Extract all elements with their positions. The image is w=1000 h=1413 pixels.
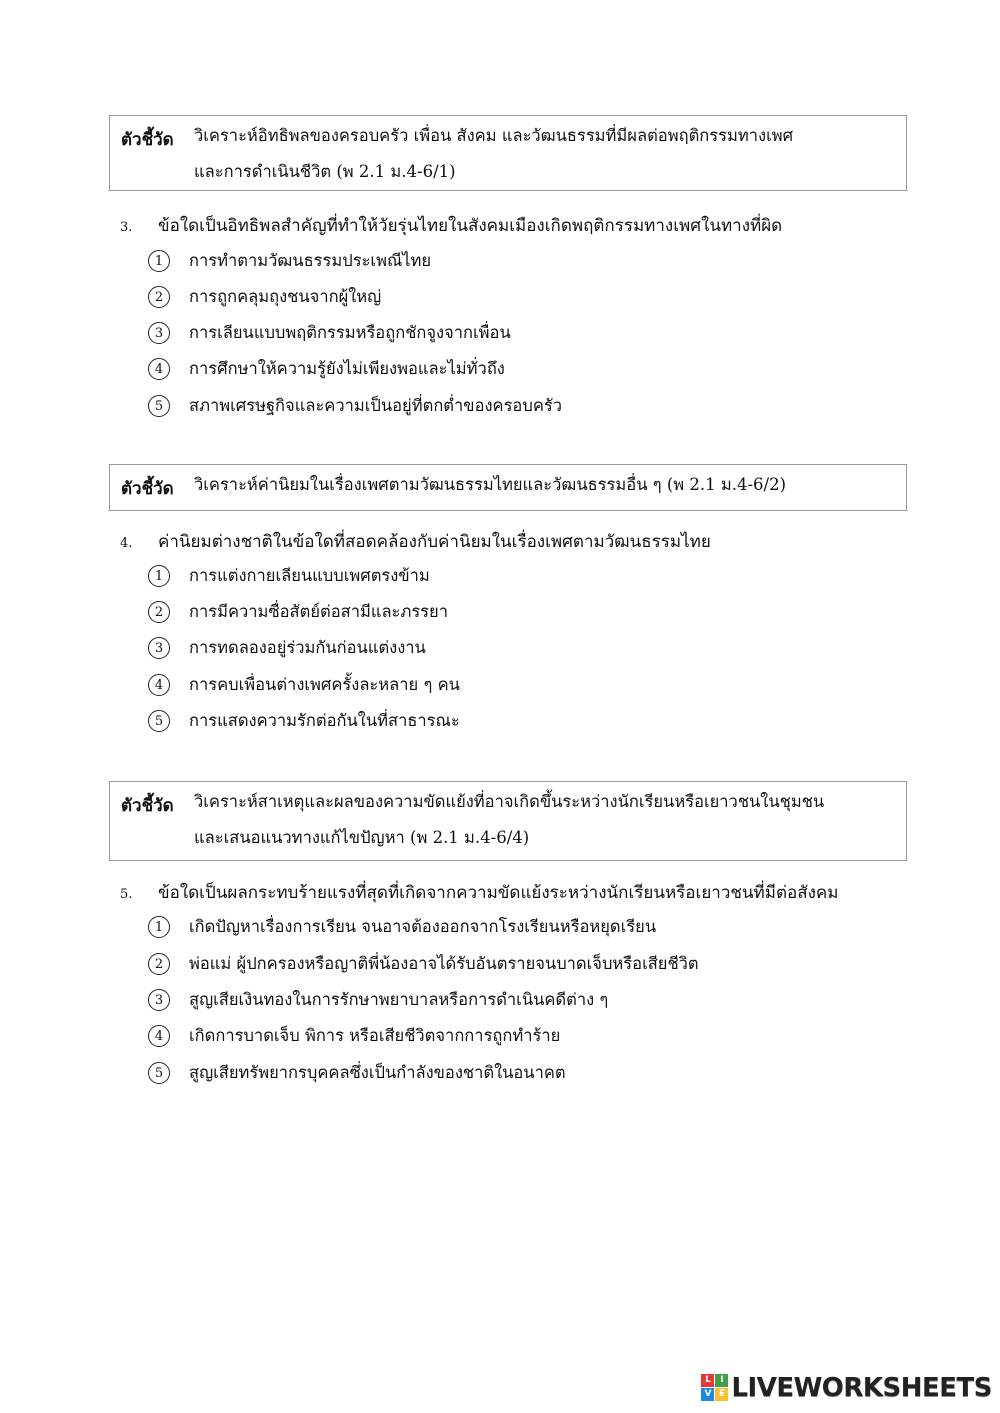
indicator-line: วิเคราะห์อิทธิพลของครอบครัว เพื่อน สังคม และวัฒนธรรมที่มีผลต่อพฤติกรรมทางเพศ: [194, 126, 794, 145]
option-number-circle[interactable]: 4: [148, 358, 170, 380]
option-number-circle[interactable]: 5: [148, 710, 170, 732]
indicator-text: [194, 784, 894, 856]
option-number-circle[interactable]: 1: [148, 250, 170, 272]
question-3: [120, 212, 782, 239]
option-text: การทดลองอยู่ร่วมกันก่อนแต่งงาน: [189, 638, 426, 657]
q3-option-5[interactable]: [148, 393, 562, 417]
option-text: การมีความซื่อสัตย์ต่อสามีและภรรยา: [189, 602, 448, 621]
q3-option-3[interactable]: [148, 320, 511, 344]
question-text: ข้อใดเป็นอิทธิพลสำคัญที่ทำให้วัยรุ่นไทยในสังคมเมืองเกิดพฤติกรรมทางเพศในทางที่ผิด: [158, 216, 783, 236]
question-text: ข้อใดเป็นผลกระทบร้ายแรงที่สุดที่เกิดจากความขัดแย้งระหว่างนักเรียนหรือเยาวชนที่มีต่อสังคม: [158, 883, 839, 903]
indicator-box-3: [109, 781, 907, 861]
question-text: ค่านิยมต่างชาติในข้อใดที่สอดคล้องกับค่านิยมในเรื่องเพศตามวัฒนธรรมไทย: [158, 532, 711, 552]
option-text: สูญเสียทรัพยากรบุคคลซึ่งเป็นกำลังของชาติในอนาคต: [189, 1063, 566, 1082]
option-text: การทำตามวัฒนธรรมประเพณีไทย: [189, 251, 432, 270]
logo-text: LIVEWORKSHEETS: [731, 1373, 992, 1403]
indicator-text: [194, 467, 894, 503]
option-text: การถูกคลุมถุงชนจากผู้ใหญ่: [189, 287, 382, 306]
option-text: พ่อแม่ ผู้ปกครองหรือญาติพี่น้องอาจได้รับอันตรายจนบาดเจ็บหรือเสียชีวิต: [189, 954, 699, 973]
q4-option-5[interactable]: [148, 708, 460, 732]
q3-option-2[interactable]: [148, 284, 381, 308]
logo-mark-tile: E: [715, 1388, 728, 1401]
indicator-label: ตัวชี้วัด: [121, 796, 174, 816]
option-number-circle[interactable]: 2: [148, 286, 170, 308]
option-text: การศึกษาให้ความรู้ยังไม่เพียงพอและไม่ทั่วถึง: [189, 359, 505, 378]
option-text: สูญเสียเงินทองในการรักษาพยาบาลหรือการดำเนินคดีต่าง ๆ: [189, 990, 609, 1009]
indicator-label: ตัวชี้วัด: [121, 130, 174, 150]
option-number-circle[interactable]: 2: [148, 953, 170, 975]
option-number-circle[interactable]: 2: [148, 601, 170, 623]
logo-mark-tile: L: [701, 1374, 714, 1387]
indicator-label: ตัวชี้วัด: [121, 479, 174, 499]
indicator-line: วิเคราะห์ค่านิยมในเรื่องเพศตามวัฒนธรรมไทยและวัฒนธรรมอื่น ๆ (พ 2.1 ม.4-6/2): [194, 475, 787, 494]
option-number-circle[interactable]: 3: [148, 322, 170, 344]
option-text: การแต่งกายเลียนแบบเพศตรงข้าม: [189, 566, 430, 585]
logo-mark-icon: [701, 1374, 729, 1402]
q4-option-2[interactable]: [148, 599, 448, 623]
option-number-circle[interactable]: 1: [148, 916, 170, 938]
question-number: 4.: [120, 536, 133, 551]
indicator-line: และการดำเนินชีวิต (พ 2.1 ม.4-6/1): [194, 162, 456, 181]
indicator-text: [194, 118, 894, 190]
q5-option-2[interactable]: [148, 951, 699, 975]
logo-mark-tile: V: [701, 1388, 714, 1401]
q3-option-1[interactable]: [148, 248, 431, 272]
q4-option-4[interactable]: [148, 672, 460, 696]
q4-option-3[interactable]: [148, 635, 426, 659]
liveworksheets-logo: [701, 1374, 992, 1402]
option-number-circle[interactable]: 5: [148, 1062, 170, 1084]
option-text: เกิดการบาดเจ็บ พิการ หรือเสียชีวิตจากการถูกทำร้าย: [189, 1026, 561, 1045]
option-text: เกิดปัญหาเรื่องการเรียน จนอาจต้องออกจากโรงเรียนหรือหยุดเรียน: [189, 917, 657, 936]
option-number-circle[interactable]: 5: [148, 395, 170, 417]
indicator-line: วิเคราะห์สาเหตุและผลของความขัดแย้งที่อาจเกิดขึ้นระหว่างนักเรียนหรือเยาวชนในชุมชน: [194, 792, 825, 811]
question-5: [120, 879, 838, 906]
question-4: [120, 528, 711, 555]
question-number: 5.: [120, 887, 133, 902]
option-number-circle[interactable]: 3: [148, 637, 170, 659]
q5-option-4[interactable]: [148, 1023, 560, 1047]
q4-option-1[interactable]: [148, 563, 430, 587]
q5-option-1[interactable]: [148, 914, 656, 938]
option-number-circle[interactable]: 1: [148, 565, 170, 587]
indicator-box-2: [109, 464, 907, 511]
indicator-line: และเสนอแนวทางแก้ไขปัญหา (พ 2.1 ม.4-6/4): [194, 828, 530, 847]
q5-option-3[interactable]: [148, 987, 608, 1011]
logo-mark-tile: I: [715, 1374, 728, 1387]
question-number: 3.: [120, 220, 133, 235]
option-text: สภาพเศรษฐกิจและความเป็นอยู่ที่ตกต่ำของครอบครัว: [189, 396, 562, 415]
q3-option-4[interactable]: [148, 356, 505, 380]
option-text: การเลียนแบบพฤติกรรมหรือถูกชักจูงจากเพื่อน: [189, 323, 511, 342]
indicator-box-1: [109, 115, 907, 191]
option-text: การแสดงความรักต่อกันในที่สาธารณะ: [189, 711, 460, 730]
q5-option-5[interactable]: [148, 1060, 566, 1084]
option-text: การคบเพื่อนต่างเพศครั้งละหลาย ๆ คน: [189, 675, 460, 694]
option-number-circle[interactable]: 4: [148, 674, 170, 696]
option-number-circle[interactable]: 3: [148, 989, 170, 1011]
option-number-circle[interactable]: 4: [148, 1025, 170, 1047]
